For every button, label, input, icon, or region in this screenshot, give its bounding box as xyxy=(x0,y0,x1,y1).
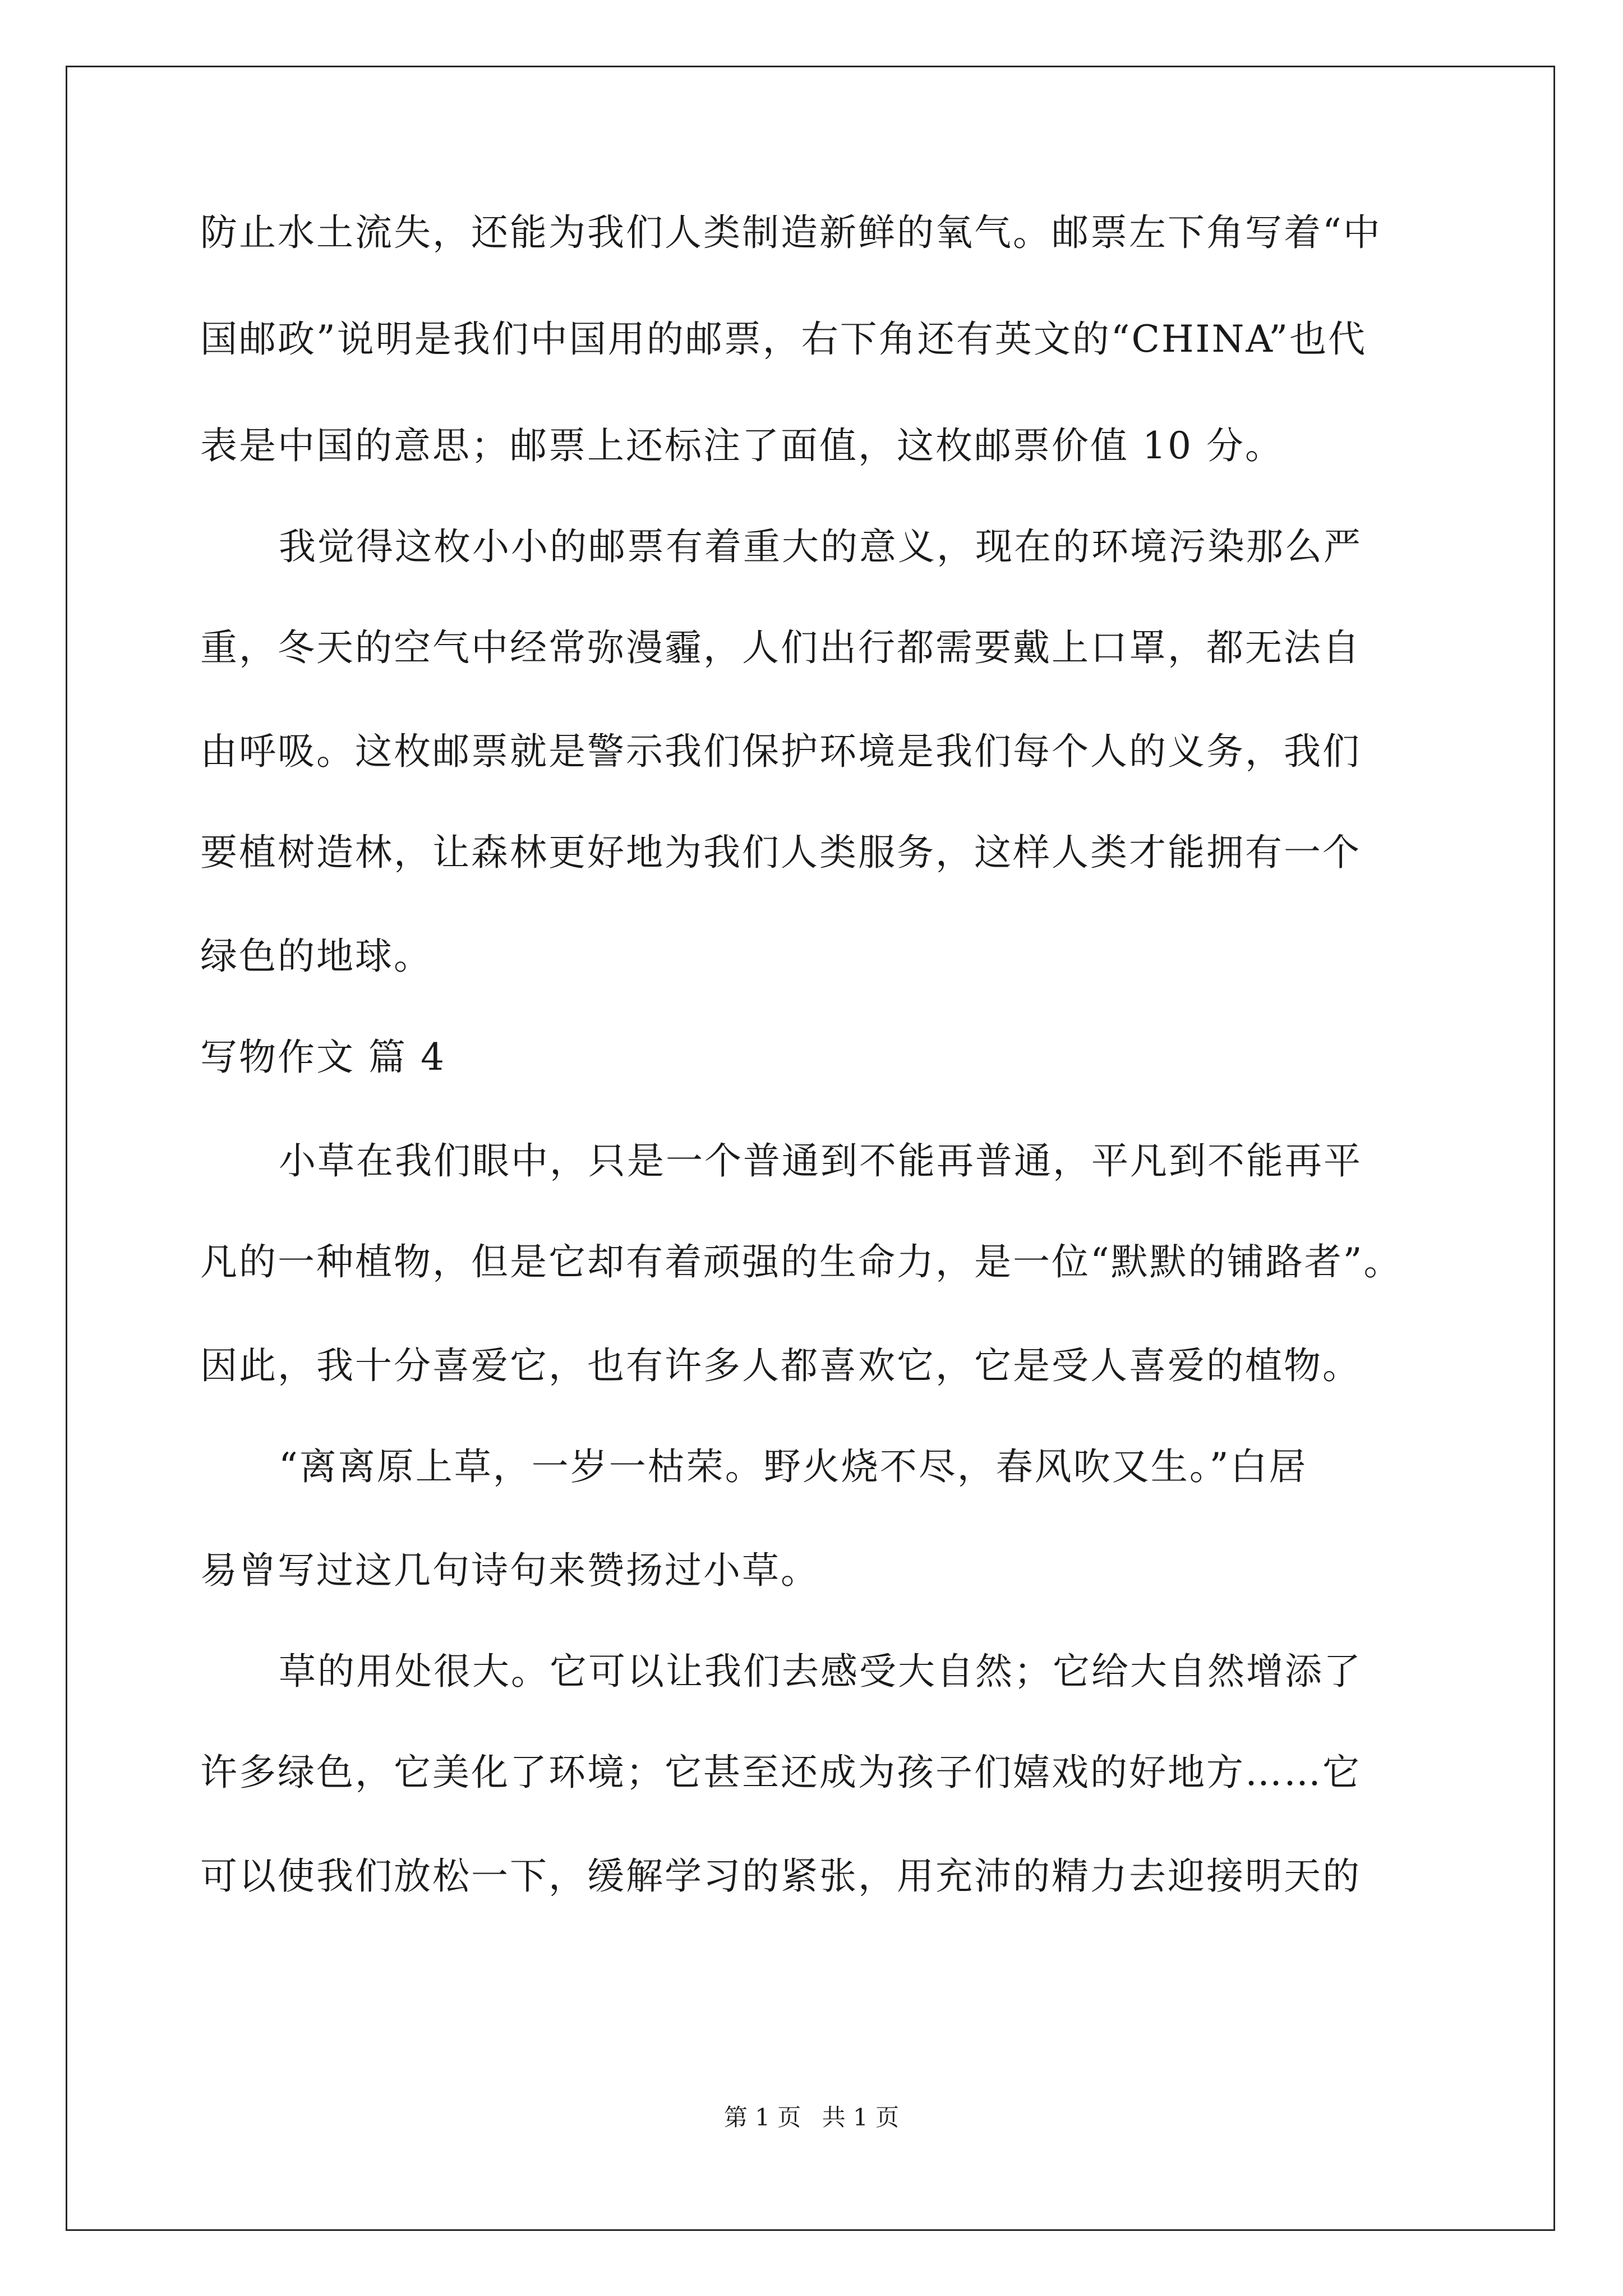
text-line: 易曾写过这几句诗句来赞扬过小草。 xyxy=(200,1549,819,1592)
page-number: 第 1 页 xyxy=(723,2104,801,2131)
paragraph-first-line: “离离原上草，一岁一枯荣。野火烧不尽，春风吹又生。”白居 xyxy=(279,1445,1308,1488)
text-line: 国邮政”说明是我们中国用的邮票，右下角还有英文的“CHINA”也代 xyxy=(200,318,1367,361)
text-line: 因此，我十分喜爱它，也有许多人都喜欢它，它是受人喜爱的植物。 xyxy=(200,1344,1361,1387)
paragraph-first-line: 我觉得这枚小小的邮票有着重大的意义，现在的环境污染那么严 xyxy=(279,525,1362,568)
paragraph-first-line: 小草在我们眼中，只是一个普通到不能再普通，平凡到不能再平 xyxy=(279,1139,1362,1182)
total-pages: 共 1 页 xyxy=(822,2104,900,2131)
text-line: 防止水土流失，还能为我们人类制造新鲜的氧气。邮票左下角写着“中 xyxy=(200,211,1382,254)
text-line: 凡的一种植物，但是它却有着顽强的生命力，是一位“默默的铺路者”。 xyxy=(200,1240,1403,1283)
text-line: 可以使我们放松一下，缓解学习的紧张，用充沛的精力去迎接明天的 xyxy=(200,1855,1361,1898)
text-line: 绿色的地球。 xyxy=(200,935,432,978)
text-line: 表是中国的意思；邮票上还标注了面值，这枚邮票价值 10 分。 xyxy=(200,424,1284,467)
text-line: 许多绿色，它美化了环境；它甚至还成为孩子们嬉戏的好地方……它 xyxy=(200,1751,1361,1794)
paragraph-first-line: 草的用处很大。它可以让我们去感受大自然；它给大自然增添了 xyxy=(279,1650,1362,1693)
text-line: 要植树造林，让森林更好地为我们人类服务，这样人类才能拥有一个 xyxy=(200,831,1361,874)
text-line: 由呼吸。这枚邮票就是警示我们保护环境是我们每个人的义务，我们 xyxy=(200,730,1361,773)
text-line: 重，冬天的空气中经常弥漫霾，人们出行都需要戴上口罩，都无法自 xyxy=(200,626,1361,669)
page-footer xyxy=(0,2101,1623,2134)
section-heading: 写物作文 篇 4 xyxy=(200,1036,446,1079)
